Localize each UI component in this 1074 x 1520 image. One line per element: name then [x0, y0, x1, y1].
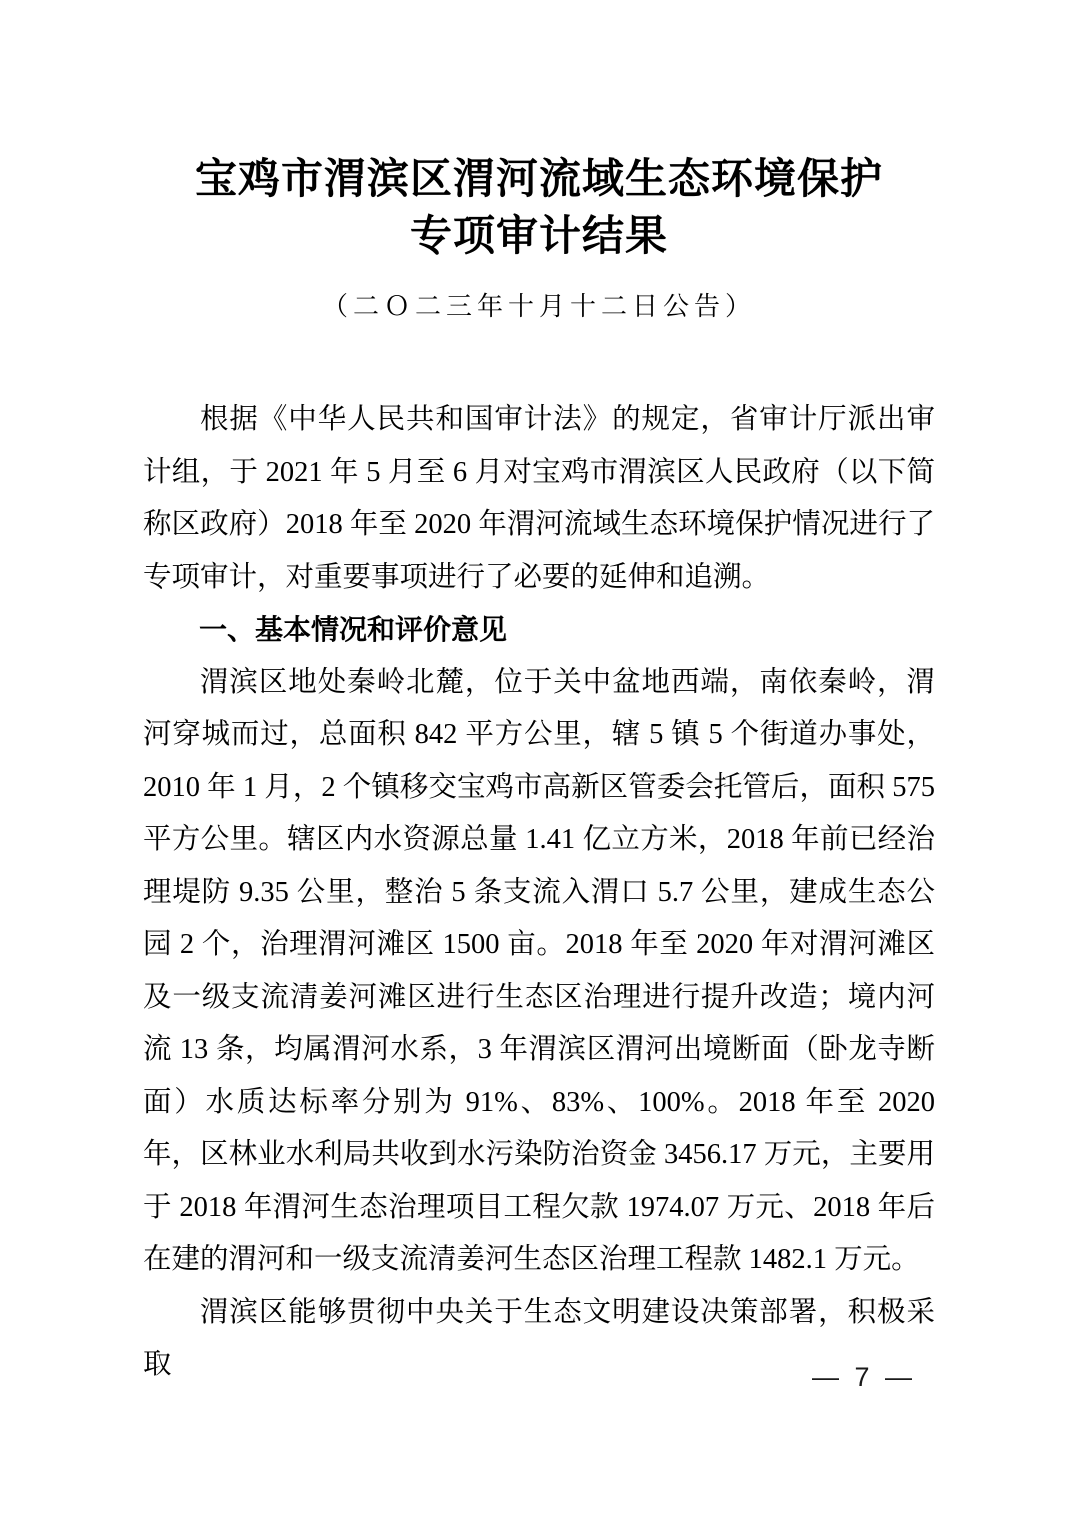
section1-paragraph2: 渭滨区能够贯彻中央关于生态文明建设决策部署，积极采取	[143, 1296, 935, 1380]
document-title-line2: 专项审计结果	[409, 214, 668, 260]
intro-paragraph: 根据《中华人民共和国审计法》的规定，省审计厅派出审计组，于 2021 年 5 月至 6 月对宝鸡市渭滨区人民政府（以下简称区政府）2018 年至 2020 年渭河流域生态环境保护情况进行了专项审计，对重要事项进行了必要的延伸和追溯。	[143, 404, 935, 593]
document-title	[143, 152, 935, 266]
document-body	[143, 394, 935, 1392]
page-number: — 7 —	[811, 1362, 916, 1392]
section1-paragraph1: 渭滨区地处秦岭北麓，位于关中盆地西端，南依秦岭，渭河穿城而过，总面积 842 平方公里，辖 5 镇 5 个街道办事处，2010 年 1 月，2 个镇移交宝鸡市高新区管委会托管后，面积 575 平方公里。辖区内水资源总量 1.41 亿立方米，2018 年前已经治理堤防 9.35 公里，整治 5 条支流入渭口 5.7 公里，建成生态公园 2 个，治理渭河滩区 1500 亩。2018 年至 2020 年对渭河滩区及一级支流清姜河滩区进行生态区治理进行提升改造；境内河流 13 条，均属渭河水系，3 年渭滨区渭河出境断面（卧龙寺断面）水质达标率分别为 91%、83%、100%。2018 年至 2020 年，区林业水利局共收到水污染防治资金 3456.17 万元，主要用于 2018 年渭河生态治理项目工程欠款 1974.07 万元、2018 年后在建的渭河和一级支流清姜河生态区治理工程款 1482.1 万元。	[143, 666, 935, 1275]
document-title-line1: 宝鸡市渭滨区渭河流域生态环境保护	[194, 157, 883, 203]
document-content	[143, 152, 935, 1392]
section1-heading: 一、基本情况和评价意见	[199, 614, 508, 645]
announcement-date-line: （二Ｏ二三年十月十二日公告）	[321, 292, 756, 321]
